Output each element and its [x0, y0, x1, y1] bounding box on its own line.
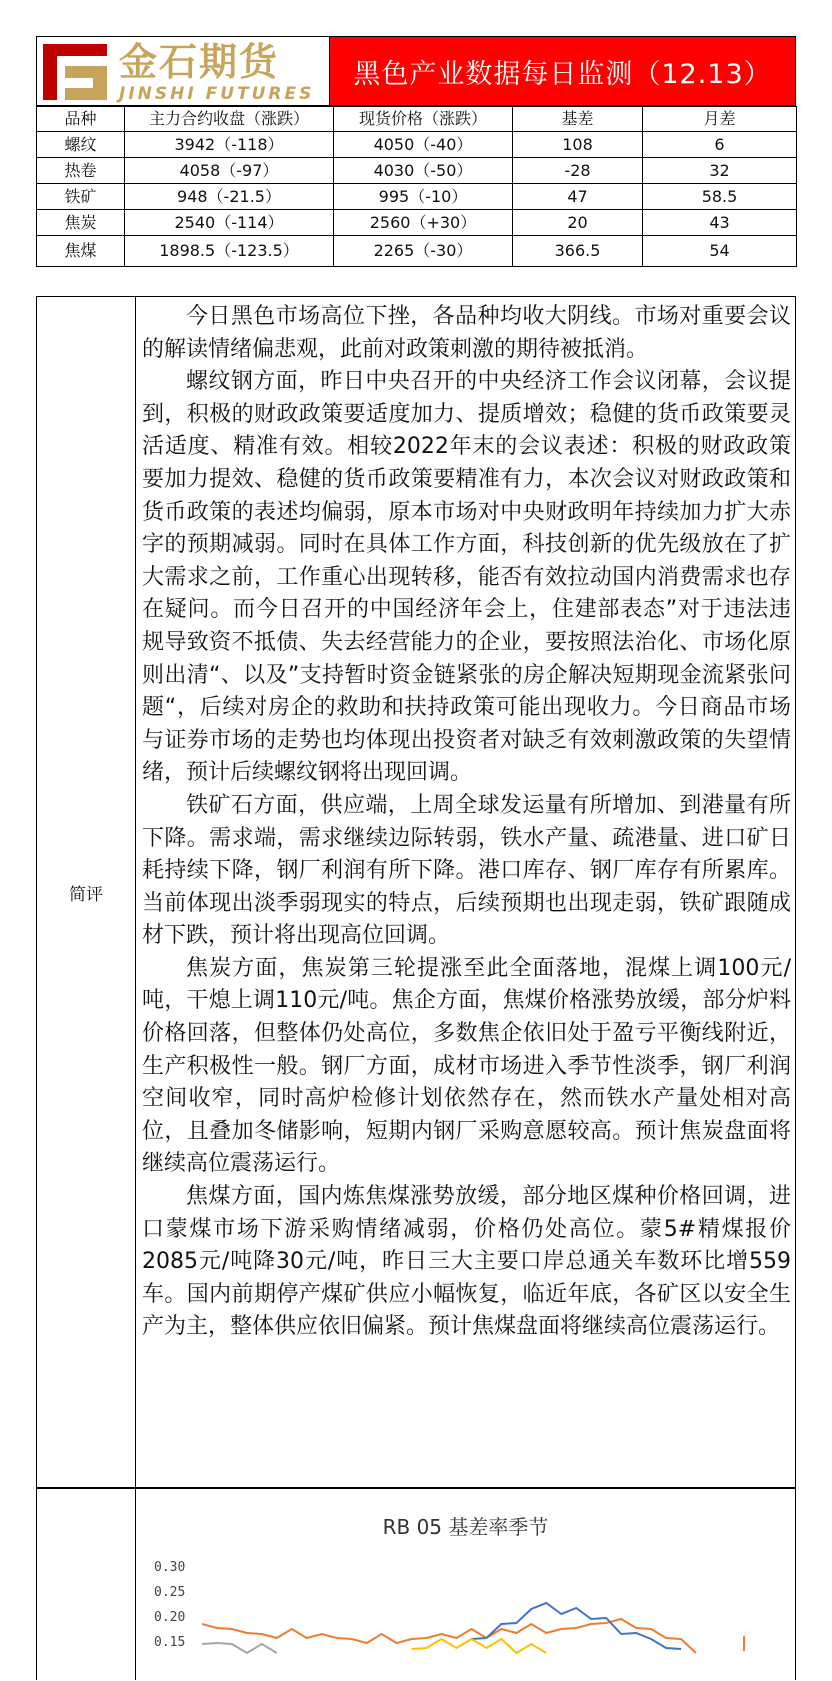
commentary-text	[136, 297, 795, 1487]
table-cell: 43	[643, 210, 797, 236]
y-tick-label: 0.30	[154, 1560, 186, 1575]
table-cell: -28	[513, 158, 643, 184]
column-header: 品种	[37, 107, 125, 132]
table-row	[37, 210, 797, 236]
y-tick-label: 0.25	[154, 1585, 186, 1600]
table-cell: 2540（-114）	[125, 210, 334, 236]
report-header	[36, 36, 796, 106]
y-tick-label: 0.15	[154, 1635, 186, 1650]
column-header: 主力合约收盘（涨跌）	[125, 107, 334, 132]
table-cell: 热卷	[37, 158, 125, 184]
chart-section	[36, 1488, 796, 1680]
y-tick-label: 0.20	[154, 1610, 186, 1625]
table-row	[37, 184, 797, 210]
table-cell: 2265（-30）	[334, 236, 513, 267]
table-cell: 焦煤	[37, 236, 125, 267]
commentary-section	[36, 296, 796, 1488]
chart-label-cell	[37, 1489, 136, 1680]
table-cell: 1898.5（-123.5）	[125, 236, 334, 267]
commentary-paragraph: 焦炭方面，焦炭第三轮提涨至此全面落地，混煤上调100元/吨，干熄上调110元/吨。焦企方面，焦煤价格涨势放缓，部分炉料价格回落，但整体仍处高位，多数焦企依旧处于盈亏平衡线附近，生产积极性一般。钢厂方面，成材市场进入季节性淡季，钢厂利润空间收窄，同时高炉检修计划依然存在，然而铁水产量处相对高位，且叠加冬储影响，短期内钢厂采购意愿较高。预计焦炭盘面将继续高位震荡运行。	[142, 955, 791, 1177]
table-header-row	[37, 107, 797, 132]
chart-plot	[136, 1489, 796, 1681]
series-line-blue	[472, 1603, 682, 1649]
table-cell: 47	[513, 184, 643, 210]
company-logo	[37, 37, 330, 105]
logo-chinese-name: 金石期货	[119, 40, 280, 84]
table-cell: 32	[643, 158, 797, 184]
series-line-yellow	[412, 1639, 547, 1653]
table-cell: 20	[513, 210, 643, 236]
column-header: 基差	[513, 107, 643, 132]
table-cell: 58.5	[643, 184, 797, 210]
jinshi-logo-icon	[43, 44, 107, 100]
table-cell: 2560（+30）	[334, 210, 513, 236]
price-table	[36, 106, 797, 267]
commentary-label: 简评	[37, 297, 136, 1487]
table-row	[37, 158, 797, 184]
commentary-paragraph: 焦煤方面，国内炼焦煤涨势放缓，部分地区煤种价格回调，进口蒙煤市场下游采购情绪减弱，价格仍处高位。蒙5#精煤报价2085元/吨降30元/吨，昨日三大主要口岸总通关车数环比增559车。国内前期停产煤矿供应小幅恢复，临近年底，各矿区以安全生产为主，整体供应依旧偏紧。预计焦煤盘面将继续高位震荡运行。	[142, 1184, 791, 1340]
table-cell: 铁矿	[37, 184, 125, 210]
table-cell: 108	[513, 132, 643, 158]
basis-rate-chart	[136, 1489, 795, 1680]
series-line-gray	[202, 1643, 277, 1653]
table-cell: 995（-10）	[334, 184, 513, 210]
commentary-paragraph: 铁矿石方面，供应端，上周全球发运量有所增加、到港量有所下降。需求端，需求继续边际转弱，铁水产量、疏港量、进口矿日耗持续下降，钢厂利润有所下降。港口库存、钢厂库存有所累库。当前体现出淡季弱现实的特点，后续预期也出现走弱，铁矿跟随成材下跌，预计将出现高位回调。	[142, 792, 791, 949]
series-line-orange	[202, 1619, 696, 1653]
report-title: 黑色产业数据每日监测（12.13）	[330, 37, 795, 105]
table-cell: 4058（-97）	[125, 158, 334, 184]
table-cell: 54	[643, 236, 797, 267]
table-cell: 4050（-40）	[334, 132, 513, 158]
table-cell: 366.5	[513, 236, 643, 267]
table-cell: 螺纹	[37, 132, 125, 158]
chart-title: RB 05 基差率季节	[382, 1515, 549, 1539]
table-cell: 948（-21.5）	[125, 184, 334, 210]
commentary-paragraph: 今日黑色市场高位下挫，各品种均收大阴线。市场对重要会议的解读情绪偏悲观，此前对政策刺激的期待被抵消。	[142, 304, 791, 362]
table-row	[37, 132, 797, 158]
table-cell: 6	[643, 132, 797, 158]
table-cell: 焦炭	[37, 210, 125, 236]
table-cell: 4030（-50）	[334, 158, 513, 184]
table-row	[37, 236, 797, 267]
column-header: 现货价格（涨跌）	[334, 107, 513, 132]
logo-english-name: JINSHI FUTURES	[119, 84, 315, 104]
table-cell: 3942（-118）	[125, 132, 334, 158]
commentary-paragraph: 螺纹钢方面，昨日中央召开的中央经济工作会议闭幕，会议提到，积极的财政政策要适度加力、提质增效；稳健的货币政策要灵活适度、精准有效。相较2022年末的会议表述：积极的财政政策要加力提效、稳健的货币政策要精准有力，本次会议对财政政策和货币政策的表述均偏弱，原本市场对中央财政明年持续加力扩大赤字的预期减弱。同时在具体工作方面，科技创新的优先级放在了扩大需求之前，工作重心出现转移，能否有效拉动国内消费需求也存在疑问。而今日召开的中国经济年会上，住建部表态”对于违法违规导致资不抵债、失去经营能力的企业，要按照法治化、市场化原则出清“、以及”支持暂时资金链紧张的房企解决短期现金流紧张问题“，后续对房企的救助和扶持政策可能出现收力。今日商品市场与证券市场的走势也均体现出投资者对缺乏有效刺激政策的失望情绪，预计后续螺纹钢将出现回调。	[142, 369, 791, 786]
column-header: 月差	[643, 107, 797, 132]
